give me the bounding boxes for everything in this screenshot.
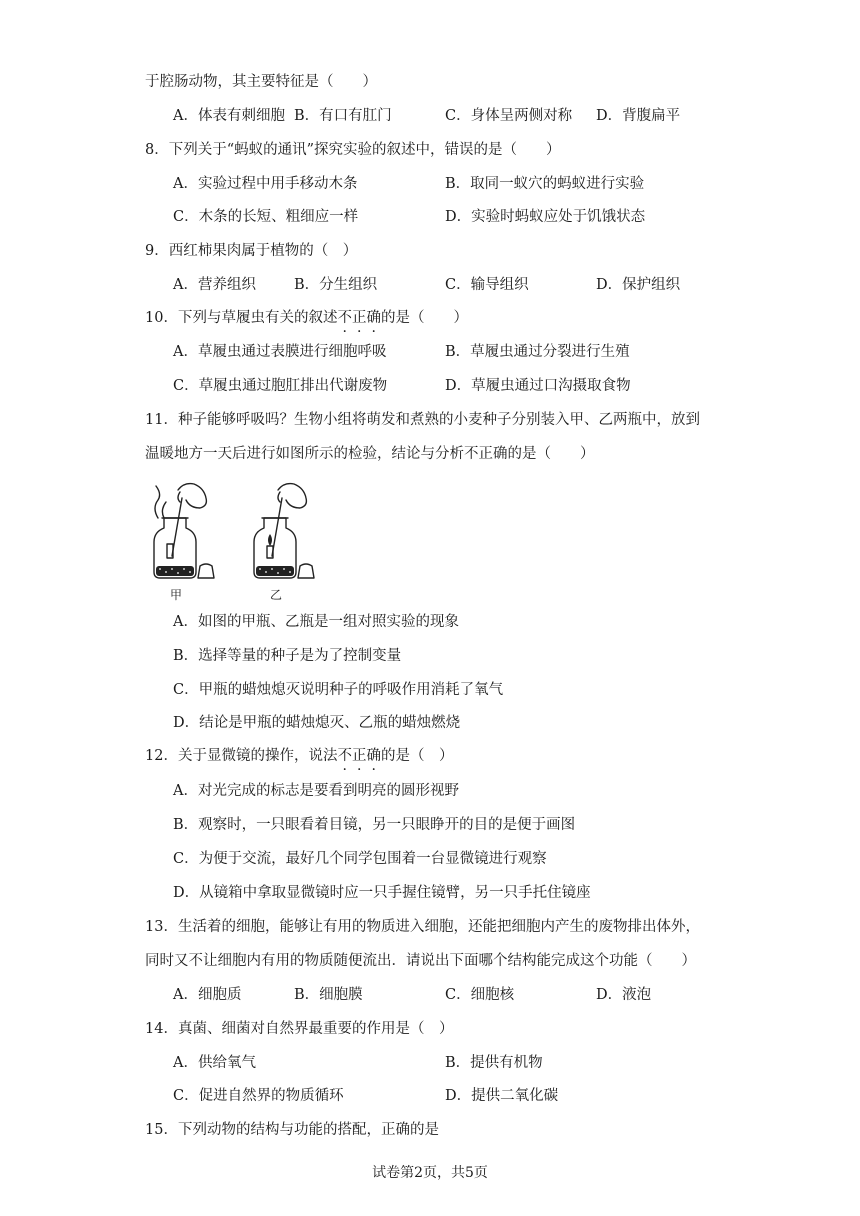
q14-option-b: B．提供有机物: [445, 1055, 543, 1071]
q13-option-d: D．液泡: [596, 987, 652, 1003]
q11-option-d: D．结论是甲瓶的蜡烛熄灭、乙瓶的蜡烛燃烧: [173, 715, 461, 731]
q12-emph-char: 不: [337, 748, 352, 764]
q12-stem: [145, 746, 453, 766]
q10-emph-char: 不: [337, 310, 352, 326]
q7-option-b: B．有口有肛门: [294, 108, 392, 124]
figure-label-jia: 甲: [170, 588, 183, 602]
page-footer: 试卷第2页，共5页: [372, 1165, 488, 1181]
q10-emph-char: 正: [351, 310, 367, 326]
q11-stem-line2: 温暖地方一天后进行如图所示的检验，结论与分析不正确的是（ ）: [145, 446, 595, 462]
q9-option-b: B．分生组织: [294, 277, 378, 293]
q7-option-a: A．体表有刺细胞: [173, 108, 285, 124]
q8-option-c: C．木条的长短、粗细应一样: [173, 209, 359, 225]
q11-stem-line1: 11．种子能够呼吸吗？生物小组将萌发和煮熟的小麦种子分别装入甲、乙两瓶中，放到: [145, 412, 700, 428]
q8-stem: 8．下列关于“蚂蚁的通讯”探究实验的叙述中，错误的是（ ）: [145, 142, 561, 158]
q10-option-d: D．草履虫通过口沟摄取食物: [445, 378, 631, 394]
q8-option-a: A．实验过程中用手移动木条: [173, 176, 358, 192]
q10-emph-char: 确: [366, 310, 381, 326]
q11-option-c: C．甲瓶的蜡烛熄灭说明种子的呼吸作用消耗了氧气: [173, 682, 504, 698]
q13-stem-line1: 13．生活着的细胞，能够让有用的物质进入细胞，还能把细胞内产生的废物排出体外，: [145, 919, 700, 935]
q12-option-a: A．对光完成的标志是要看到明亮的圆形视野: [173, 783, 459, 799]
q12-emph-char: 确: [366, 748, 381, 764]
q14-option-a: A．供给氧气: [173, 1055, 256, 1071]
q12-stem-post: 的是（ ）: [380, 748, 454, 764]
q7-option-c: C．身体呈两侧对称: [445, 108, 573, 124]
q9-option-d: D．保护组织: [596, 277, 681, 293]
q12-option-b: B．观察时，一只眼看着目镜，另一只眼睁开的目的是便于画图: [173, 817, 576, 833]
q9-option-a: A．营养组织: [173, 277, 256, 293]
q15-stem: 15．下列动物的结构与功能的搭配，正确的是: [145, 1122, 439, 1138]
q13-option-b: B．细胞膜: [294, 987, 363, 1003]
q13-option-a: A．细胞质: [173, 987, 242, 1003]
q7-option-d: D．背腹扁平: [596, 108, 681, 124]
q11-option-b: B．选择等量的种子是为了控制变量: [173, 648, 402, 664]
q9-option-c: C．输导组织: [445, 277, 529, 293]
seed-respiration-figure: [150, 478, 330, 604]
q9-stem: 9．西红柿果肉属于植物的（ ）: [145, 243, 358, 259]
q12-emph-char: 正: [351, 748, 367, 764]
q7-stem: 于腔肠动物，其主要特征是（ ）: [145, 74, 377, 90]
q13-stem-line2: 同时又不让细胞内有用的物质随便流出．请说出下面哪个结构能完成这个功能（ ）: [145, 953, 696, 969]
q10-option-c: C．草履虫通过胞肛排出代谢废物: [173, 378, 388, 394]
q12-stem-pre: 12．关于显微镜的操作，说法: [145, 748, 338, 764]
q12-option-d: D．从镜箱中拿取显微镜时应一只手握住镜臂，另一只手托住镜座: [173, 885, 591, 901]
q10-option-b: B．草履虫通过分裂进行生殖: [445, 344, 630, 360]
q14-stem: 14．真菌、细菌对自然界最重要的作用是（ ）: [145, 1021, 454, 1037]
q8-option-d: D．实验时蚂蚁应处于饥饿状态: [445, 209, 646, 225]
q8-option-b: B．取同一蚁穴的蚂蚁进行实验: [445, 176, 645, 192]
q10-stem-pre: 10．下列与草履虫有关的叙述: [145, 310, 338, 326]
q11-option-a: A．如图的甲瓶、乙瓶是一组对照实验的现象: [173, 614, 459, 630]
q10-option-a: A．草履虫通过表膜进行细胞呼吸: [173, 344, 387, 360]
q14-option-d: D．提供二氧化碳: [445, 1088, 559, 1104]
q13-option-c: C．细胞核: [445, 987, 515, 1003]
q10-stem-post: 的是（ ）: [380, 310, 468, 326]
q14-option-c: C．促进自然界的物质循环: [173, 1088, 344, 1104]
figure-label-yi: 乙: [270, 588, 283, 602]
q12-option-c: C．为便于交流，最好几个同学包围着一台显微镜进行观察: [173, 851, 547, 867]
q10-stem: [145, 308, 468, 328]
